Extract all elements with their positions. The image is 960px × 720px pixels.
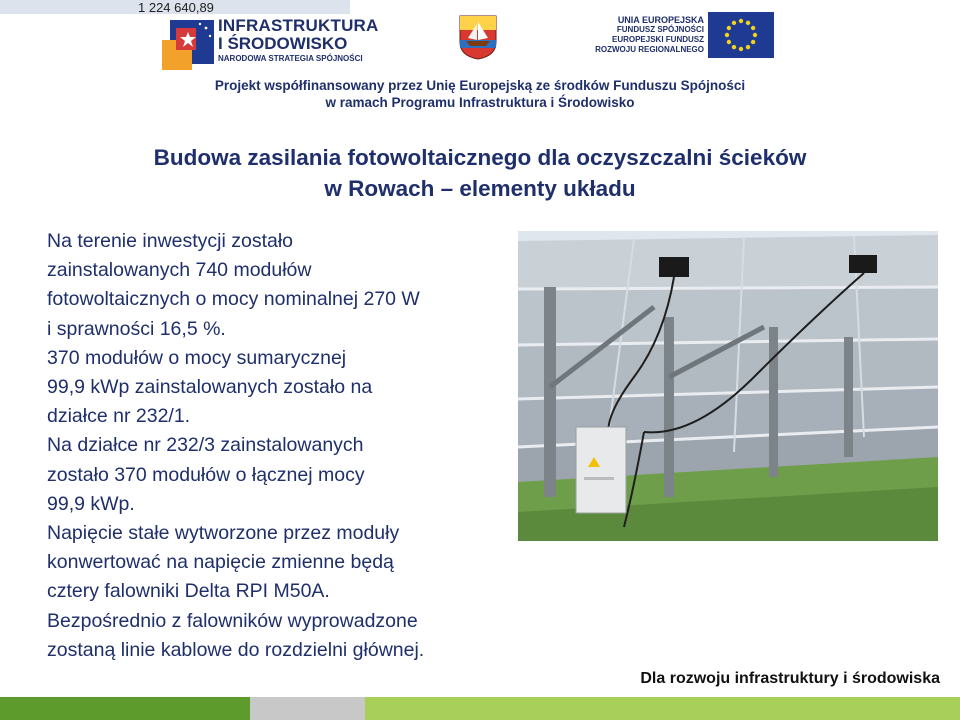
- eu-funds-label: [588, 15, 704, 55]
- eu-star-icon: [732, 21, 736, 25]
- project-cofinancing-note: [0, 77, 960, 111]
- text-line: 99,9 kWp zainstalowanych zostało na: [47, 376, 373, 399]
- footer-bar-dark-green: [0, 697, 250, 720]
- text-line: Napięcie stałe wytworzone przez moduły: [47, 522, 400, 545]
- page-title: [0, 142, 960, 204]
- paragraph-inverters: [47, 519, 517, 607]
- nss-logo-icon: [160, 14, 216, 72]
- logo-line-2: I ŚRODOWISKO: [218, 34, 348, 53]
- eu-star-icon: [727, 40, 731, 44]
- text-line: zostało 370 modułów o łącznej mocy: [47, 463, 365, 486]
- text-line: zostaną linie kablowe do rozdzielni głównej.: [47, 638, 425, 661]
- eu-flag-icon: [708, 12, 774, 58]
- description-text: [47, 227, 517, 665]
- text-line: działce nr 232/1.: [47, 405, 191, 428]
- text-line: Na działce nr 232/3 zainstalowanych: [47, 434, 364, 457]
- text-line: Bezpośrednio z falowników wyprowadzone: [47, 609, 418, 632]
- text-line: zainstalowanych 740 modułów: [47, 259, 312, 282]
- paragraph-cables: [47, 607, 517, 665]
- text-line: 370 modułów o mocy sumarycznej: [47, 346, 347, 369]
- footer-slogan: Dla rozwoju infrastruktury i środowiska: [640, 670, 940, 687]
- eu-star-icon: [739, 47, 743, 51]
- paragraph-plot-232-1: [47, 344, 517, 432]
- project-line-1: Projekt współfinansowany przez Unię Europejską ze środków Funduszu Spójności: [214, 78, 746, 93]
- amount-counter: 1 224 640,89: [138, 0, 214, 15]
- text-line: konwertować na napięcie zmienne będą: [47, 551, 394, 574]
- paragraph-modules: [47, 227, 517, 344]
- title-line-2: w Rowach – elementy układu: [324, 176, 636, 201]
- text-line: 99,9 kWp.: [47, 492, 135, 515]
- municipality-crest-icon: [458, 14, 498, 60]
- text-line: Na terenie inwestycji zostało: [47, 230, 294, 252]
- eu-star-icon: [739, 19, 743, 23]
- text-line: i sprawności 16,5 %.: [47, 317, 226, 340]
- eu-star-icon: [751, 26, 755, 30]
- project-line-2: w ramach Programu Infrastruktura i Środowisko: [325, 95, 635, 110]
- eu-line-1: UNIA EUROPEJSKA: [617, 15, 704, 25]
- eu-star-icon: [727, 26, 731, 30]
- eu-line-4: ROZWOJU REGIONALNEGO: [595, 45, 704, 54]
- footer-bar-light-green: [365, 697, 960, 720]
- eu-star-icon: [746, 21, 750, 25]
- eu-star-icon: [746, 45, 750, 49]
- eu-star-icon: [732, 45, 736, 49]
- title-line-1: Budowa zasilania fotowoltaicznego dla oczyszczalni ścieków: [153, 145, 807, 170]
- infrastruktura-srodowisko-logo: [160, 14, 379, 72]
- eu-star-icon: [753, 33, 757, 37]
- eu-star-icon: [725, 33, 729, 37]
- eu-line-3: EUROPEJSKI FUNDUSZ: [611, 35, 704, 44]
- text-line: cztery falowniki Delta RPI M50A.: [47, 580, 330, 603]
- solar-panels-photo: [514, 227, 942, 545]
- text-line: fotowoltaicznych o mocy nominalnej 270 W: [47, 288, 420, 311]
- logo-line-3: NARODOWA STRATEGIA SPÓJNOŚCI: [218, 54, 363, 63]
- logo-line-1: INFRASTRUKTURA: [218, 16, 379, 35]
- eu-star-icon: [751, 40, 755, 44]
- eu-line-2: FUNDUSZ SPÓJNOŚCI: [616, 25, 704, 34]
- footer-bar-gray: [250, 697, 365, 720]
- paragraph-plot-232-3: [47, 431, 517, 519]
